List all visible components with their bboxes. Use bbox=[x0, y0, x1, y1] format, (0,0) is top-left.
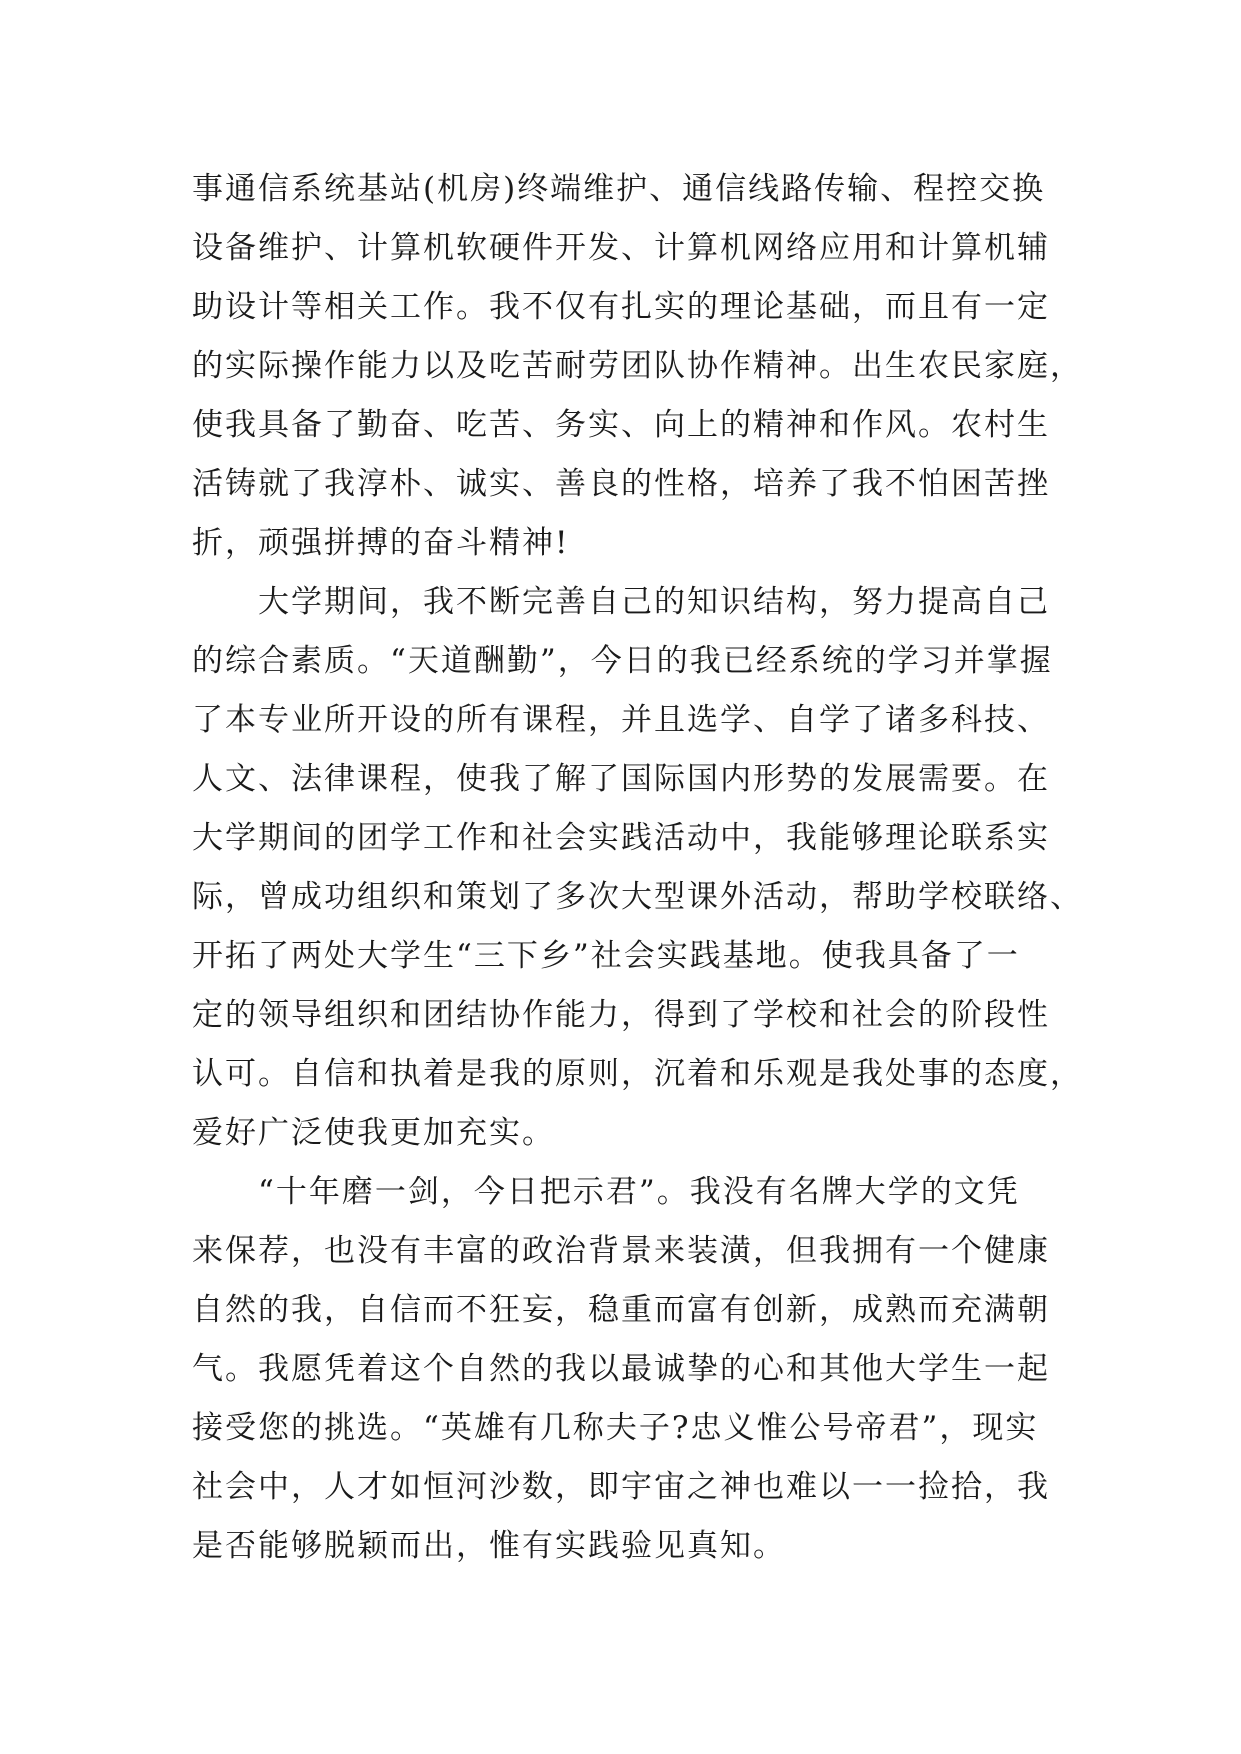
text-line: “十年磨一剑，今日把示君”。我没有名牌大学的文凭 bbox=[258, 1174, 1020, 1210]
text-line: 使我具备了勤奋、吃苦、务实、向上的精神和作风。农村生 bbox=[192, 407, 1050, 443]
text-line: 大学期间的团学工作和社会实践活动中，我能够理论联系实 bbox=[192, 820, 1050, 856]
text-line: 设备维护、计算机软硬件开发、计算机网络应用和计算机辅 bbox=[192, 230, 1050, 266]
text-line: 开拓了两处大学生“三下乡”社会实践基地。使我具备了一 bbox=[192, 938, 1020, 974]
text-line: 活铸就了我淳朴、诚实、善良的性格，培养了我不怕困苦挫 bbox=[192, 466, 1050, 502]
text-line: 际，曾成功组织和策划了多次大型课外活动，帮助学校联络、 bbox=[192, 879, 1083, 915]
text-line: 的综合素质。“天道酬勤”，今日的我已经系统的学习并掌握 bbox=[192, 643, 1053, 679]
paragraph-2 bbox=[192, 573, 1083, 1163]
paragraph-3 bbox=[192, 1163, 1052, 1576]
text-line: 来保荐，也没有丰富的政治背景来装潢，但我拥有一个健康 bbox=[192, 1233, 1050, 1269]
text-line: 的实际操作能力以及吃苦耐劳团队协作精神。出生农民家庭， bbox=[192, 348, 1083, 384]
text-line: 人文、法律课程，使我了解了国际国内形势的发展需要。在 bbox=[192, 761, 1050, 797]
paragraph-1 bbox=[192, 160, 1083, 573]
text-line: 气。我愿凭着这个自然的我以最诚挚的心和其他大学生一起 bbox=[192, 1351, 1050, 1387]
body-text bbox=[192, 160, 1083, 1576]
text-line: 了本专业所开设的所有课程，并且选学、自学了诸多科技、 bbox=[192, 702, 1050, 738]
text-line: 社会中，人才如恒河沙数，即宇宙之神也难以一一捡拾，我 bbox=[192, 1469, 1050, 1505]
text-line: 事通信系统基站(机房)终端维护、通信线路传输、程控交换 bbox=[192, 171, 1046, 207]
text-line: 爱好广泛使我更加充实。 bbox=[192, 1115, 555, 1151]
text-line: 定的领导组织和团结协作能力，得到了学校和社会的阶段性 bbox=[192, 997, 1050, 1033]
text-line: 接受您的挑选。“英雄有几称夫子?忠义惟公号帝君”，现实 bbox=[192, 1410, 1039, 1446]
text-line: 助设计等相关工作。我不仅有扎实的理论基础，而且有一定 bbox=[192, 289, 1050, 325]
text-line: 认可。自信和执着是我的原则，沉着和乐观是我处事的态度， bbox=[192, 1056, 1083, 1092]
text-line: 折，顽强拼搏的奋斗精神! bbox=[192, 525, 570, 561]
text-line: 是否能够脱颖而出，惟有实践验见真知。 bbox=[192, 1528, 786, 1564]
text-line: 自然的我，自信而不狂妄，稳重而富有创新，成熟而充满朝 bbox=[192, 1292, 1050, 1328]
text-line: 大学期间，我不断完善自己的知识结构，努力提高自己 bbox=[258, 584, 1050, 620]
